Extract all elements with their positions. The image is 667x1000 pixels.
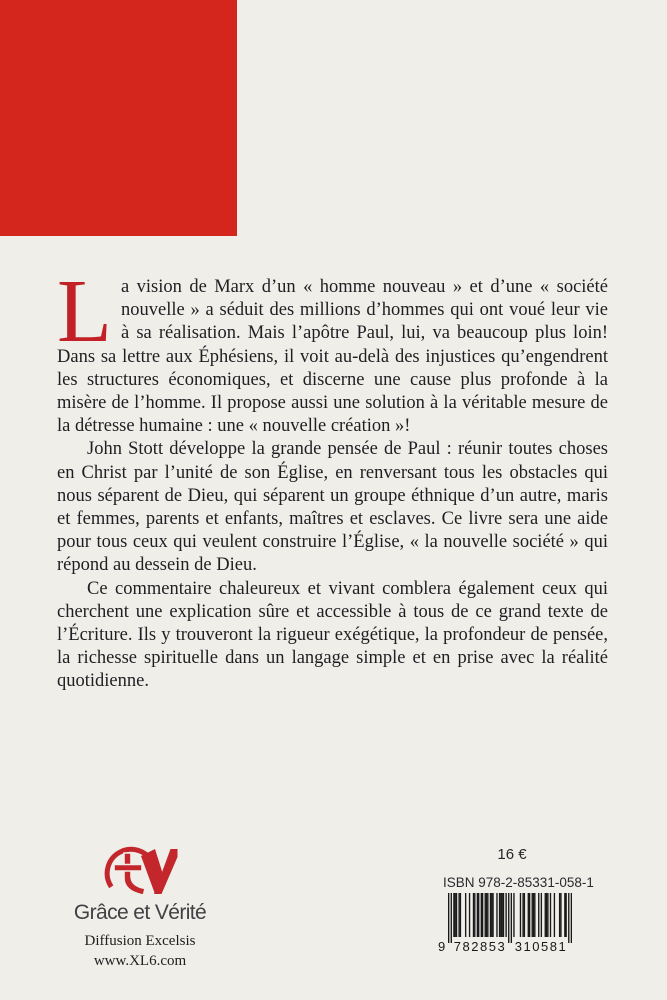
distributor-name: Diffusion Excelsis: [84, 933, 196, 949]
price-label: 16 €: [497, 846, 527, 863]
isbn-block: [438, 875, 594, 957]
logo-cross-arm-icon: [114, 865, 142, 872]
barcode-digits-right: 310581: [514, 939, 568, 954]
synopsis-paragraph-1-text: a vision de Marx d’un « homme nouveau » et d’une « société nouvelle » a séduit des millions d’hommes qui ont voué leur vie à sa réalisation. Mais l’apôtre Paul, lui, va beaucoup plus loin! Dans sa lettre aux Éphésiens, il voit au-delà des injustices qu’engendrent les structures économiques, et discerne une cause plus profonde à la misère de l’homme. Il propose aussi une solution à la véritable mesure de la détresse humaine : une « nouvelle création »!: [57, 277, 608, 437]
grace-et-verite-logo: [102, 844, 178, 900]
barcode-bars: [448, 893, 572, 943]
logo-cross-stem-icon: [124, 853, 145, 895]
synopsis-text-block: [57, 262, 608, 694]
publisher-name: Grâce et Vérité: [73, 901, 207, 924]
ean13-barcode: [438, 893, 572, 957]
synopsis-paragraph-1: [57, 262, 608, 438]
isbn-label: ISBN 978-2-85331-058-1: [443, 875, 594, 890]
publisher-website: www.XL6.com: [93, 953, 187, 969]
publisher-block: [60, 844, 220, 970]
red-square-decoration: [0, 0, 237, 236]
barcode-digits-left: 782853: [453, 939, 507, 954]
barcode-digit-first: 9: [438, 939, 446, 954]
dropcap-letter: L: [57, 262, 112, 361]
synopsis-paragraph-3: Ce commentaire chaleureux et vivant comblera également ceux qui cherchent une explication sûre et accessible à tous de ce grand texte de l’Écriture. Ils y trouveront la rigueur exégétique, la profondeur de pensée, la richesse spirituelle dans un langage simple et en prise avec la réalité quotidienne.: [57, 578, 608, 692]
synopsis-paragraph-2: John Stott développe la grande pensée de Paul : réunir toutes choses en Christ par l’unité de son Église, en renversant tous les obstacles qui nous séparent de Dieu, qui séparent un groupe éthnique d’un autre, maris et femmes, parents et enfants, maîtres et esclaves. Ce livre sera une aide pour tous ceux qui veulent construire l’Église, « la nouvelle société » qui répond au dessein de Dieu.: [57, 439, 608, 576]
